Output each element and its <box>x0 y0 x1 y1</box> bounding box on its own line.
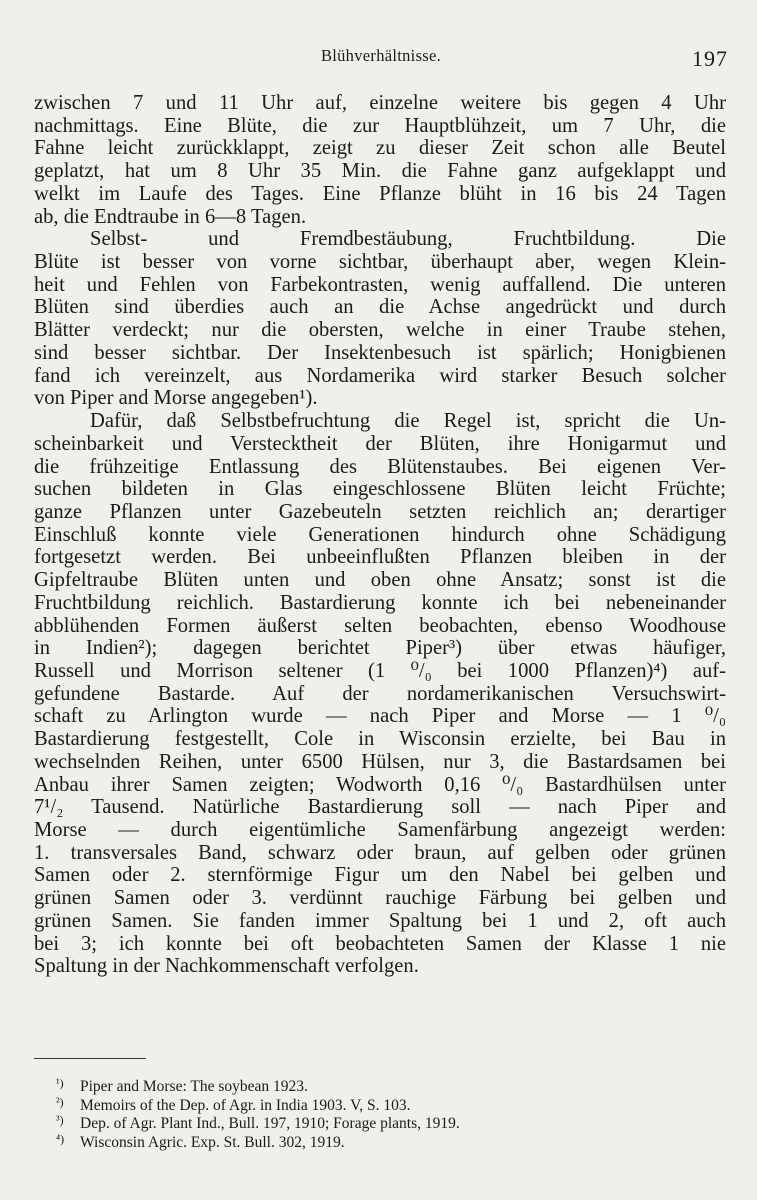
text-line: 7¹/₂ Tausend. Natürliche Bastardierung soll — nach Piper and <box>34 796 726 819</box>
footnote-text: Piper and Morse: The soybean 1923. <box>80 1078 308 1095</box>
text-line: sind besser sichtbar. Der Insektenbesuch ist spärlich; Honigbienen <box>34 341 726 364</box>
text-line: schaft zu Arlington wurde — nach Piper and Morse — 1 ⁰/₀ <box>34 705 726 728</box>
text-line: scheinbarkeit und Verstecktheit der Blüten, ihre Honigarmut und <box>34 432 726 455</box>
section-heading-line: Selbst- und Fremdbestäubung, Fruchtbildung. Die <box>90 228 726 251</box>
text-line: fand ich vereinzelt, aus Nordamerika wird starker Besuch solcher <box>34 364 726 387</box>
footnote-mark: ⁴) <box>56 1131 65 1146</box>
footnote <box>56 1111 680 1133</box>
text-line: fortgesetzt werden. Bei unbeeinflußten Pflanzen bleiben in der <box>34 546 726 569</box>
text-line: heit und Fehlen von Farbekontrasten, wenig auffallend. Die unteren <box>34 273 726 296</box>
text-line: in Indien²); dagegen berichtet Piper³) über etwas häufiger, <box>34 637 726 660</box>
text-line: 1. transversales Band, schwarz oder braun, auf gelben oder grünen <box>34 841 726 864</box>
footnote <box>56 1093 680 1114</box>
running-head <box>34 42 728 72</box>
text-line: zwischen 7 und 11 Uhr auf, einzelne weitere bis gegen 4 Uhr <box>34 92 726 114</box>
text-line: von Piper and Morse angegeben¹). <box>34 387 318 410</box>
page-number: 197 <box>692 46 728 71</box>
text-line: Blüten sind überdies auch an die Achse angedrückt und durch <box>34 296 726 319</box>
text-line: suchen bildeten in Glas eingeschlossene Blüten leicht Früchte; <box>34 478 726 501</box>
text-line: nachmittags. Eine Blüte, die zur Hauptblühzeit, um 7 Uhr, die <box>34 114 726 137</box>
footnote-mark: ³) <box>56 1113 64 1128</box>
text-line: Anbau ihrer Samen zeigten; Wodworth 0,16 ⁰/₀ Bastardhülsen unter <box>34 773 726 796</box>
text-line: gefundene Bastarde. Auf der nordamerikanischen Versuchswirt- <box>34 682 726 705</box>
text-line: Spaltung in der Nachkommenschaft verfolgen. <box>34 955 419 978</box>
text-line: abblühenden Formen äußerst selten beobachten, ebenso Woodhouse <box>34 614 726 637</box>
text-line: bei 3; ich konnte bei oft beobachteten Samen der Klasse 1 nie <box>34 932 726 955</box>
footnotes <box>56 1074 680 1151</box>
footnote-text: Wisconsin Agric. Exp. St. Bull. 302, 1919. <box>80 1133 345 1151</box>
text-line: die frühzeitige Entlassung des Blütenstaubes. Bei eigenen Ver- <box>34 455 726 478</box>
text-line: Bastardierung festgestellt, Cole in Wisconsin erzielte, bei Bau in <box>34 728 726 751</box>
text-line: Morse — durch eigentümliche Samenfärbung angezeigt werden: <box>34 819 726 841</box>
text-line: Einschluß konnte viele Generationen hindurch ohne Schädigung <box>34 523 726 546</box>
text-line: welkt im Laufe des Tages. Eine Pflanze blüht in 16 bis 24 Tagen <box>34 182 726 205</box>
text-line: grünen Samen oder 3. verdünnt rauchige Färbung bei gelben und <box>34 887 726 910</box>
footnote-mark: ¹) <box>56 1076 64 1090</box>
text-line: Fruchtbildung reichlich. Bastardierung konnte ich bei nebeneinander <box>34 591 726 614</box>
text-line: Blätter verdeckt; nur die obersten, welche in einer Traube stehen, <box>34 319 726 342</box>
footnote <box>56 1130 680 1151</box>
text-line: ganze Pflanzen unter Gazebeuteln setzten reichlich an; derartiger <box>34 500 726 523</box>
text-line: grünen Samen. Sie fanden immer Spaltung bei 1 und 2, oft auch <box>34 909 726 932</box>
text-line: Dafür, daß Selbstbefruchtung die Regel ist, spricht die Un- <box>90 410 726 433</box>
footnote <box>56 1074 680 1095</box>
footnote-text: Dep. of Agr. Plant Ind., Bull. 197, 1910; Forage plants, 1919. <box>80 1115 460 1133</box>
text-line: Gipfeltraube Blüten unten und oben ohne Ansatz; sonst ist die <box>34 569 726 592</box>
text-line: geplatzt, hat um 8 Uhr 35 Min. die Fahne ganz aufgeklappt und <box>34 160 726 183</box>
text-line: wechselnden Reihen, unter 6500 Hülsen, nur 3, die Bastardsamen bei <box>34 750 726 773</box>
footnote-mark: ²) <box>56 1094 64 1109</box>
text-line: Blüte ist besser von vorne sichtbar, überhaupt aber, wegen Klein- <box>34 251 726 274</box>
running-title: Blühverhältnisse. <box>320 46 442 65</box>
body-text <box>34 92 726 978</box>
footnote-text: Memoirs of the Dep. of Agr. in India 1903. V, S. 103. <box>80 1096 411 1114</box>
text-line: Samen oder 2. sternförmige Figur um den Nabel bei gelben und <box>34 864 726 887</box>
footnote-rule <box>34 1058 146 1059</box>
text-line: Russell und Morrison seltener (1 ⁰/₀ bei 1000 Pflanzen)⁴) auf- <box>34 659 726 682</box>
text-line: Fahne leicht zurückklappt, zeigt zu dieser Zeit schon alle Beutel <box>34 137 726 160</box>
text-line: ab, die Endtraube in 6—8 Tagen. <box>34 205 307 228</box>
